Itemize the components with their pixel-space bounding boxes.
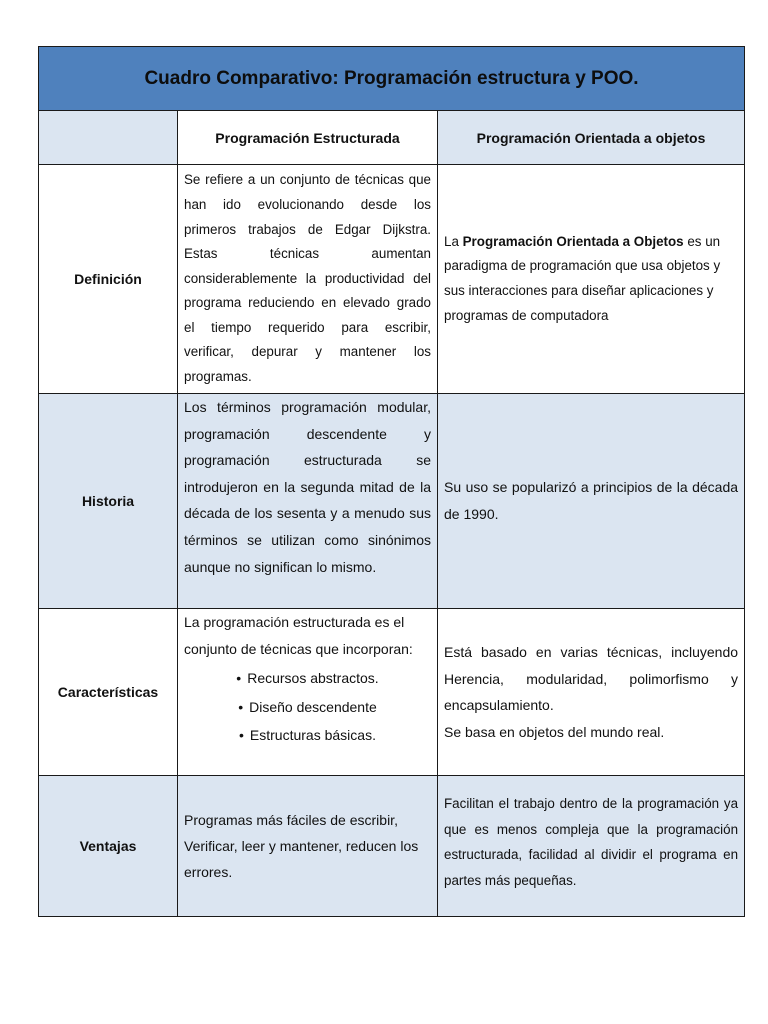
- label-ventajas: Ventajas: [39, 776, 178, 917]
- definicion-estructurada: Se refiere a un conjunto de técnicas que han ido evolucionando desde los primeros trabajos de Edgar Dijkstra. Estas técnicas aumentan considerablemente la productividad del programa reduciendo en elevado grado el tiempo requerido para escribir, verificar, depurar y mantener los programas.: [178, 165, 438, 394]
- label-caracteristicas: Características: [39, 609, 178, 776]
- ventajas-poo: Facilitan el trabajo dentro de la programación ya que es menos compleja que la programación estructurada, facilidad al dividir el programa en partes más pequeñas.: [438, 776, 745, 917]
- caracteristicas-bullet-list: [184, 664, 431, 750]
- row-ventajas: [39, 776, 745, 917]
- header-estructurada: Programación Estructurada: [178, 111, 438, 165]
- caracteristicas-poo-line1: Está basado en varias técnicas, incluyendo Herencia, modularidad, polimorfismo y encapsulamiento.: [444, 644, 739, 713]
- caracteristicas-estructurada-intro: La programación estructurada es el conjunto de técnicas que incorporan:: [184, 614, 413, 657]
- definicion-poo-bold: Programación Orientada a Objetos: [462, 233, 684, 249]
- caracteristicas-poo: [438, 609, 745, 776]
- comparison-table: [38, 46, 745, 917]
- ventajas-estructurada: Programas más fáciles de escribir, Verificar, leer y mantener, reducen los errores.: [178, 776, 438, 917]
- label-definicion: Definición: [39, 165, 178, 394]
- header-poo: Programación Orientada a objetos: [438, 111, 745, 165]
- bullet-item: • Diseño descendente: [184, 693, 431, 722]
- caracteristicas-estructurada: [178, 609, 438, 776]
- label-historia: Historia: [39, 394, 178, 609]
- title-row: [39, 47, 745, 111]
- definicion-poo-prefix: La: [444, 233, 463, 249]
- caracteristicas-poo-line2: Se basa en objetos del mundo real.: [444, 723, 665, 740]
- row-caracteristicas: [39, 609, 745, 776]
- bullet-item: • Estructuras básicas.: [184, 721, 431, 750]
- historia-estructurada: Los términos programación modular, programación descendente y programación estructurada se introdujeron en la segunda mitad de la década de los sesenta y a menudo sus términos se utilizan como sinónimos aunque no significan lo mismo.: [178, 394, 438, 609]
- definicion-poo-suffix: es un paradigma de programación que usa objetos y sus interacciones para diseñar aplicaciones y programas de computadora: [444, 233, 721, 323]
- table-title: Cuadro Comparativo: Programación estructura y POO.: [39, 47, 745, 111]
- document-page: [38, 46, 744, 917]
- row-historia: [39, 394, 745, 609]
- definicion-poo: [438, 165, 745, 394]
- header-row: [39, 111, 745, 165]
- bullet-item: • Recursos abstractos.: [184, 664, 431, 693]
- header-empty-cell: [39, 111, 178, 165]
- historia-poo: Su uso se popularizó a principios de la década de 1990.: [438, 394, 745, 609]
- row-definicion: [39, 165, 745, 394]
